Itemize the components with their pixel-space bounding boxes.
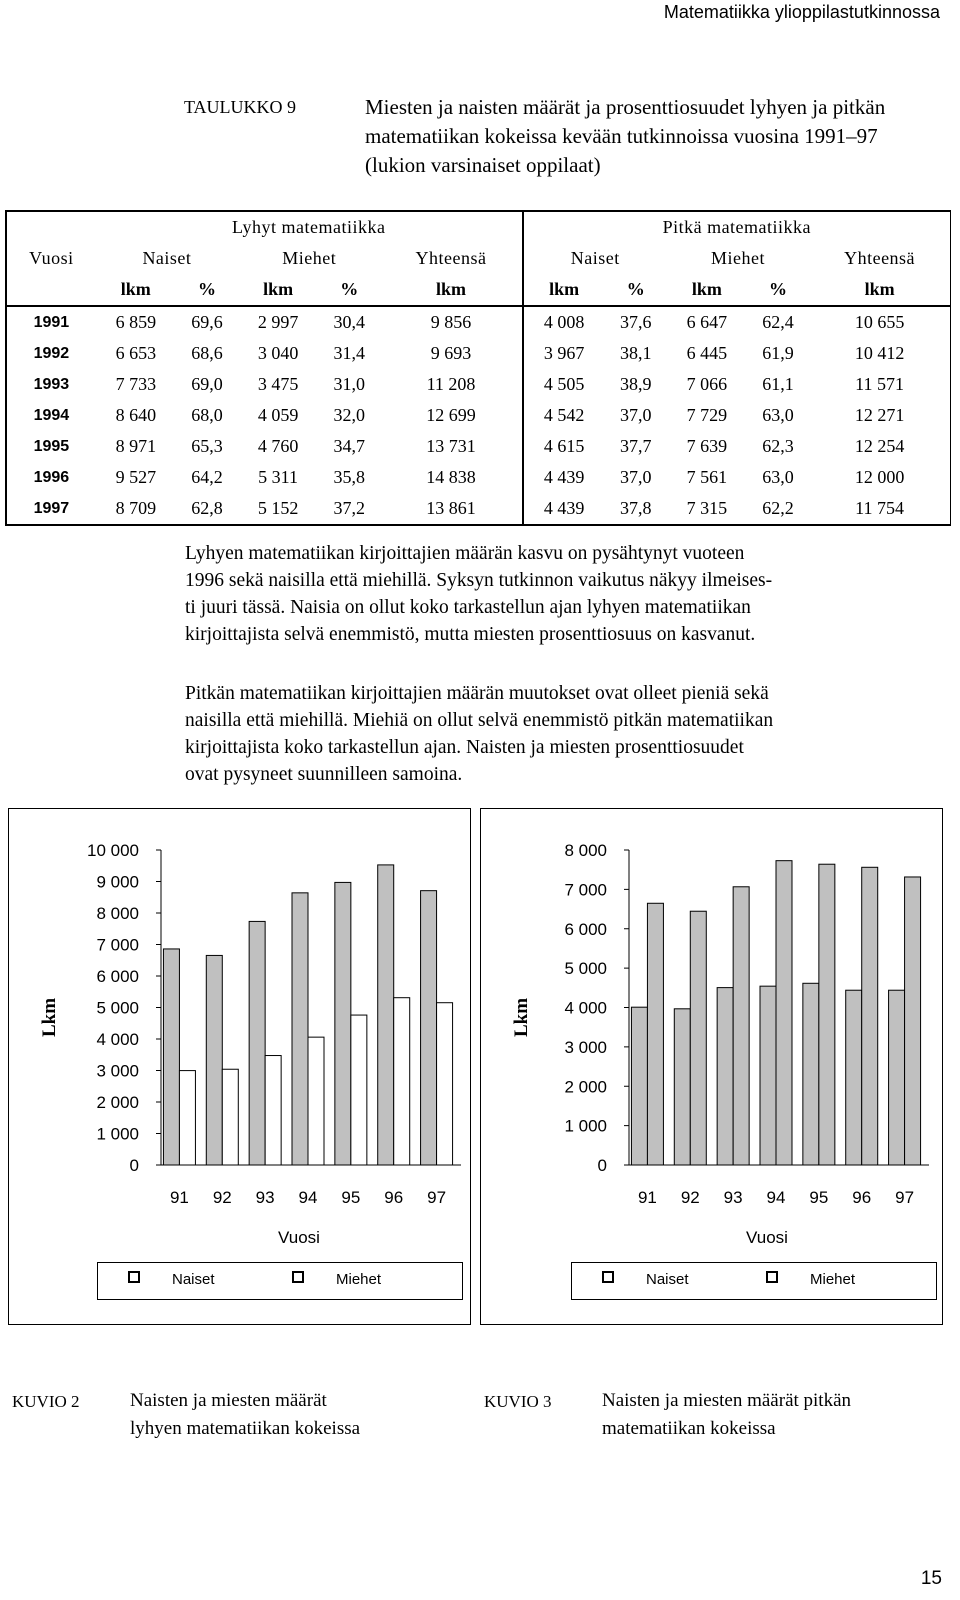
table-cell: 7 561: [686, 467, 728, 487]
table-cell-year: 1991: [6, 306, 96, 338]
table-cell: 64,2: [191, 467, 223, 487]
table-cell: 8 971: [115, 436, 157, 456]
table-cell: 62,2: [747, 493, 809, 525]
table-cell: 11 754: [809, 493, 950, 525]
table-cell-year: 1996: [6, 462, 96, 493]
table-cell: 7 639: [686, 436, 728, 456]
figure-2-label: KUVIO 2: [12, 1392, 80, 1411]
bar-miehet: [905, 877, 921, 1165]
y-tick-label: 10 000: [87, 841, 139, 860]
para-line: Lyhyen matematiikan kirjoittajien määrän kasvu on pysähtynyt vuoteen: [185, 543, 745, 564]
col-short-men: Miehet: [282, 248, 337, 268]
table-cell: 12 271: [809, 400, 950, 431]
table-cell: 9 527: [115, 467, 157, 487]
table-cell: 12 254: [809, 431, 950, 462]
x-axis-label: Vuosi: [278, 1228, 320, 1247]
table-cell: 4 615: [543, 436, 585, 456]
chart-long-math-svg: [481, 809, 942, 1324]
unit-blank: [6, 274, 96, 306]
table-cell: 10 412: [809, 338, 950, 369]
table-cell: 37,0: [620, 405, 652, 425]
table-cell: 3 475: [257, 374, 299, 394]
table-cell: 9 856: [380, 306, 522, 338]
table-cell: 4 439: [523, 493, 605, 525]
table-cell: 37,0: [620, 467, 652, 487]
y-tick-label: 1 000: [564, 1116, 607, 1136]
table-cell: 69,6: [191, 312, 223, 332]
table-row: [6, 400, 951, 431]
table-cell: 61,1: [762, 374, 794, 394]
x-tick-label: 97: [895, 1188, 915, 1207]
legend-swatch-women: [602, 1271, 614, 1283]
y-tick-label: 2 000: [96, 1093, 139, 1112]
para-line: ti juuri tässä. Naisia on ollut koko tarkastellun ajan lyhyen matematiikan: [185, 597, 751, 618]
bar-naiset: [206, 955, 222, 1165]
paragraph-long-math: [185, 680, 940, 788]
table-cell: 32,0: [333, 405, 365, 425]
x-tick-label: 91: [169, 1188, 189, 1207]
x-tick-label: 94: [298, 1188, 318, 1207]
table-cell: 31,4: [333, 343, 365, 363]
table-cell: 13 861: [380, 493, 522, 525]
table-cell: 38,1: [620, 343, 652, 363]
bar-naiset: [163, 949, 179, 1165]
legend-men: [292, 1271, 381, 1288]
y-tick-label: 7 000: [564, 880, 607, 900]
table-cell: 4 008: [543, 312, 585, 332]
bar-naiset: [631, 1007, 647, 1165]
table-cell: 7 733: [115, 374, 157, 394]
legend-men: [766, 1271, 855, 1288]
table-row: [6, 493, 951, 525]
para-line: naisilla että miehillä. Miehiä on ollut selvä enemmistö pitkän matematiikan: [185, 710, 774, 731]
unit-pct: %: [176, 274, 238, 306]
table-cell: 7 066: [686, 374, 728, 394]
table-cell: 38,9: [620, 374, 652, 394]
table-label: TAULUKKO 9: [184, 97, 297, 117]
bar-naiset: [889, 990, 905, 1165]
figure-3-caption: [602, 1387, 851, 1443]
table-cell: 3 967: [543, 343, 585, 363]
table-cell: 11 571: [809, 369, 950, 400]
legend-swatch-women: [128, 1271, 140, 1283]
y-tick-label: 6 000: [96, 967, 139, 986]
x-axis-label: Vuosi: [746, 1228, 788, 1247]
bar-miehet: [690, 911, 706, 1165]
table-cell: 63,0: [762, 467, 794, 487]
col-long-total: Yhteensä: [809, 243, 950, 274]
y-tick-label: 9 000: [96, 872, 139, 892]
figure-3-label: KUVIO 3: [484, 1392, 552, 1411]
bar-miehet: [308, 1037, 324, 1165]
legend-women-label: Naiset: [646, 1271, 689, 1288]
table-cell: 14 838: [380, 462, 522, 493]
table-cell: 2 997: [257, 312, 299, 332]
bar-miehet: [862, 867, 878, 1165]
y-tick-label: 0: [129, 1156, 139, 1175]
bar-miehet: [647, 903, 663, 1165]
x-tick-label: 92: [212, 1188, 232, 1207]
x-tick-label: 95: [341, 1188, 361, 1207]
table-cell: 6 859: [115, 312, 157, 332]
legend-men-label: Miehet: [810, 1271, 856, 1288]
table-cell: 4 059: [257, 405, 299, 425]
table-cell: 4 760: [257, 436, 299, 456]
x-tick-label: 94: [766, 1188, 786, 1207]
unit-count: lkm: [238, 274, 318, 306]
chart-long-math: [480, 808, 943, 1325]
chart-short-ylabel: Lkm: [39, 997, 60, 1037]
y-tick-label: 4 000: [564, 998, 607, 1018]
bar-naiset: [717, 988, 733, 1165]
y-tick-label: 3 000: [96, 1061, 139, 1081]
table-cell: 68,0: [191, 405, 223, 425]
table-cell: 4 439: [543, 467, 585, 487]
data-table: [5, 210, 951, 526]
table-cell: 5 311: [258, 467, 299, 487]
caption-line: Naisten ja miesten määrät pitkän: [602, 1390, 852, 1411]
table-cell: 8 709: [96, 493, 176, 525]
table-cell: 35,8: [333, 467, 365, 487]
table-cell: 62,8: [176, 493, 238, 525]
table-row: [6, 306, 951, 338]
bar-naiset: [421, 891, 437, 1165]
table-row: [6, 462, 951, 493]
para-line: ovat pysyneet suunnilleen samoina.: [185, 764, 463, 785]
x-tick-label: 92: [680, 1188, 700, 1207]
chart-long-ylabel: Lkm: [511, 997, 532, 1037]
col-short-total: Yhteensä: [380, 243, 522, 274]
table-cell: 9 693: [380, 338, 522, 369]
table-cell: 65,3: [191, 436, 223, 456]
table-cell-year: 1994: [6, 400, 96, 431]
table-cell: 4 505: [543, 374, 585, 394]
bar-naiset: [292, 893, 308, 1165]
table-cell: 31,0: [333, 374, 365, 394]
y-tick-label: 8 000: [564, 841, 607, 860]
unit-count: lkm: [523, 274, 605, 306]
col-long-men: Miehet: [711, 248, 766, 268]
x-tick-label: 95: [809, 1188, 829, 1207]
para-line: Pitkän matematiikan kirjoittajien määrän muutokset ovat olleet pieniä sekä: [185, 683, 769, 704]
legend-swatch-men: [766, 1271, 778, 1283]
table-cell: 6 445: [686, 343, 728, 363]
table-cell: 37,8: [605, 493, 667, 525]
bar-miehet: [819, 864, 835, 1165]
x-tick-label: 93: [255, 1188, 275, 1207]
y-tick-label: 3 000: [564, 1037, 607, 1057]
bar-naiset: [378, 865, 394, 1165]
bar-miehet: [776, 861, 792, 1165]
bar-miehet: [437, 1003, 453, 1165]
table-cell-year: 1992: [6, 338, 96, 369]
table-corner: [6, 211, 96, 243]
table-cell: 6 647: [686, 312, 728, 332]
y-tick-label: 5 000: [564, 959, 607, 979]
y-tick-label: 2 000: [564, 1077, 607, 1097]
table-caption: Miesten ja naisten määrät ja prosenttiosuudet lyhyen ja pitkän matematiikan kokeissa kevään tutkinnoissa vuosina 1991–97 (lukion varsinaiset oppilaat): [365, 95, 886, 177]
col-short-women: Naiset: [142, 248, 192, 268]
legend-women: [602, 1271, 689, 1288]
bar-miehet: [351, 1015, 367, 1165]
page-number: 15: [920, 1568, 942, 1589]
table-cell: 34,7: [333, 436, 365, 456]
unit-count: lkm: [380, 274, 522, 306]
x-tick-label: 97: [427, 1188, 447, 1207]
table-cell: 8 640: [115, 405, 157, 425]
table-cell: 30,4: [333, 312, 365, 332]
bar-naiset: [674, 1009, 690, 1165]
table-cell: 12 699: [380, 400, 522, 431]
table-cell: 7 729: [686, 405, 728, 425]
table-cell: 61,9: [762, 343, 794, 363]
paragraph-short-math: [185, 540, 940, 648]
col-year: Vuosi: [6, 243, 96, 274]
table-cell: 11 208: [380, 369, 522, 400]
table-cell: 5 152: [238, 493, 318, 525]
legend-swatch-men: [292, 1271, 304, 1283]
para-line: kirjoittajista selvä enemmistö, mutta miesten prosenttiosuus on kasvanut.: [185, 624, 756, 645]
table-cell: 7 315: [667, 493, 747, 525]
legend-women: [128, 1271, 215, 1288]
chart-short-math-svg: [9, 809, 470, 1324]
y-tick-label: 1 000: [96, 1124, 139, 1144]
table-row: [6, 431, 951, 462]
unit-count: lkm: [809, 274, 950, 306]
unit-count: lkm: [96, 274, 176, 306]
table-row: [6, 338, 951, 369]
bar-miehet: [222, 1069, 238, 1165]
table-cell: 37,2: [318, 493, 380, 525]
bar-miehet: [179, 1071, 195, 1165]
table-cell: 63,0: [762, 405, 794, 425]
para-line: kirjoittajista koko tarkastellun ajan. Naisten ja miesten prosenttiosuudet: [185, 737, 744, 758]
y-tick-label: 4 000: [96, 1030, 139, 1049]
bar-naiset: [249, 921, 265, 1165]
table-cell: 4 542: [543, 405, 585, 425]
caption-line: matematiikan kokeissa: [602, 1418, 776, 1439]
y-tick-label: 0: [597, 1156, 607, 1175]
bar-naiset: [760, 986, 776, 1165]
figure-2-caption: [130, 1387, 360, 1443]
table-cell: 10 655: [809, 306, 950, 338]
y-tick-label: 8 000: [96, 904, 139, 923]
bar-naiset: [803, 983, 819, 1165]
table-cell: 68,6: [191, 343, 223, 363]
x-tick-label: 96: [384, 1188, 404, 1207]
y-tick-label: 5 000: [96, 998, 139, 1018]
bar-miehet: [733, 887, 749, 1165]
bar-miehet: [394, 998, 410, 1165]
running-header: Matematiikka ylioppilastutkinnossa: [663, 2, 940, 22]
y-tick-label: 6 000: [564, 919, 607, 939]
legend-women-label: Naiset: [172, 1271, 215, 1288]
table-cell-year: 1993: [6, 369, 96, 400]
table-cell: 69,0: [191, 374, 223, 394]
table-cell: 13 731: [380, 431, 522, 462]
table-cell: 62,4: [762, 312, 794, 332]
table-cell: 37,7: [620, 436, 652, 456]
caption-line: Naisten ja miesten määrät: [130, 1390, 327, 1411]
caption-line: lyhyen matematiikan kokeissa: [130, 1418, 361, 1439]
chart-short-legend: [97, 1262, 463, 1300]
x-tick-label: 96: [852, 1188, 872, 1207]
table-cell: 6 653: [115, 343, 157, 363]
table-cell-year: 1997: [6, 493, 96, 525]
bar-naiset: [846, 990, 862, 1165]
para-line: 1996 sekä naisilla että miehillä. Syksyn tutkinnon vaikutus näkyy ilmeises-: [185, 570, 773, 591]
table-cell: 3 040: [257, 343, 299, 363]
bar-miehet: [265, 1056, 281, 1165]
unit-count: lkm: [667, 274, 747, 306]
unit-pct: %: [747, 274, 809, 306]
unit-pct: %: [318, 274, 380, 306]
x-tick-label: 93: [723, 1188, 743, 1207]
col-long-women: Naiset: [570, 248, 620, 268]
table-row: [6, 369, 951, 400]
chart-short-math: [8, 808, 471, 1325]
table-cell: 12 000: [809, 462, 950, 493]
chart-long-legend: [571, 1262, 937, 1300]
unit-pct: %: [605, 274, 667, 306]
group-long-math: Pitkä matematiikka: [523, 211, 951, 243]
group-short-math: Lyhyt matematiikka: [96, 211, 523, 243]
table-cell: 37,6: [620, 312, 652, 332]
table-cell: 62,3: [762, 436, 794, 456]
x-tick-label: 91: [637, 1188, 657, 1207]
y-tick-label: 7 000: [96, 935, 139, 955]
table-cell-year: 1995: [6, 431, 96, 462]
legend-men-label: Miehet: [336, 1271, 382, 1288]
bar-naiset: [335, 882, 351, 1165]
